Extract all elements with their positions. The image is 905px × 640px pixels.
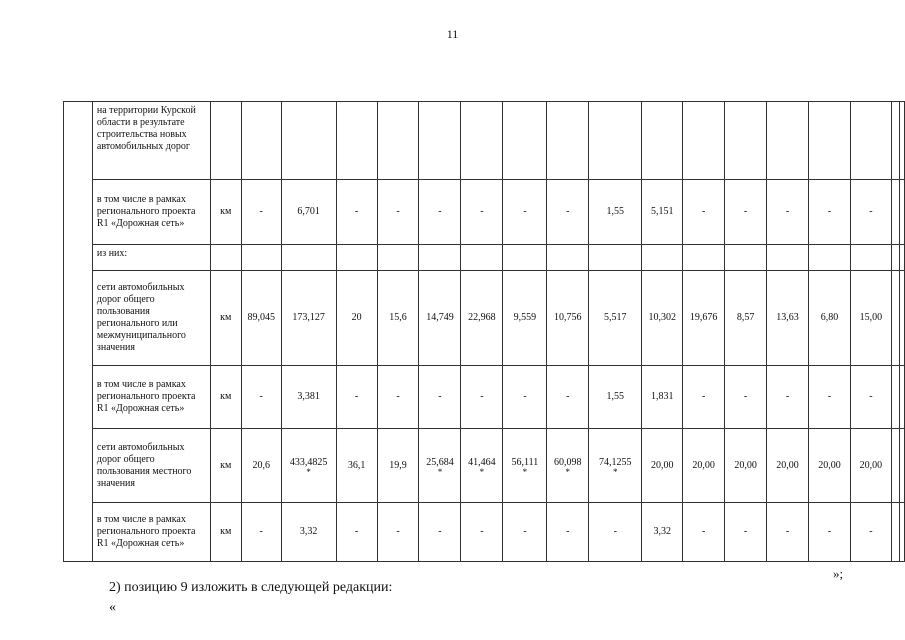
value-text: 10,302 xyxy=(648,312,676,323)
value-text: - xyxy=(869,391,873,402)
table-row xyxy=(64,180,905,245)
value-text: 41,464 xyxy=(468,456,496,468)
value-text: 3,381 xyxy=(297,391,320,402)
table-row xyxy=(64,245,905,271)
value-cell xyxy=(336,366,377,429)
edge-cell xyxy=(900,503,905,562)
table-row xyxy=(64,271,905,366)
value-cell xyxy=(683,503,725,562)
value-cell xyxy=(642,503,683,562)
table-row xyxy=(64,429,905,503)
value-text: - xyxy=(523,526,527,537)
value-cell xyxy=(336,102,377,180)
value-cell xyxy=(642,271,683,366)
footnote-star: * xyxy=(522,466,528,477)
value-cell xyxy=(589,429,642,503)
value-text: - xyxy=(523,206,527,217)
value-cell xyxy=(281,503,336,562)
value-cell xyxy=(241,503,281,562)
value-cell xyxy=(683,429,725,503)
value-cell xyxy=(377,366,419,429)
value-cell xyxy=(683,102,725,180)
row-number-cell xyxy=(64,271,93,366)
value-text: 15,6 xyxy=(389,312,407,323)
value-cell xyxy=(725,180,767,245)
value-text: - xyxy=(785,391,790,402)
value-cell xyxy=(891,180,899,245)
value-cell xyxy=(503,366,547,429)
value-cell xyxy=(589,245,642,271)
value-cell xyxy=(809,366,851,429)
value-text: - xyxy=(743,206,748,217)
value-text: 20,00 xyxy=(734,459,757,471)
unit-cell xyxy=(210,102,241,180)
table-row xyxy=(64,503,905,562)
value-cell xyxy=(461,271,503,366)
value-cell xyxy=(461,180,503,245)
value-cell xyxy=(281,271,336,366)
value-cell xyxy=(281,366,336,429)
value-text: 19,676 xyxy=(689,312,718,323)
value-text: 36,1 xyxy=(347,459,366,471)
value-cell xyxy=(767,429,809,503)
value-cell xyxy=(419,271,461,366)
value-text: - xyxy=(480,206,484,217)
value-cell xyxy=(377,271,419,366)
value-cell xyxy=(767,245,809,271)
value-cell xyxy=(589,503,642,562)
value-text: 56,111 xyxy=(511,456,539,468)
footnote-star: * xyxy=(437,466,443,477)
row-number-cell xyxy=(64,503,93,562)
value-cell xyxy=(241,245,281,271)
value-text: - xyxy=(785,206,790,217)
row-label: сети автомобильных дорог общего пользования регионального или межмуниципального значения xyxy=(92,271,210,366)
value-text: - xyxy=(785,526,790,537)
value-text: - xyxy=(701,206,706,217)
value-text: 14,749 xyxy=(426,312,454,323)
value-cell xyxy=(589,271,642,366)
value-text: 9,559 xyxy=(513,312,537,323)
edge-cell xyxy=(900,180,905,245)
value-cell xyxy=(281,429,336,503)
value-cell xyxy=(419,245,461,271)
value-cell xyxy=(377,503,419,562)
value-cell xyxy=(503,245,547,271)
value-cell xyxy=(589,366,642,429)
value-cell xyxy=(642,180,683,245)
value-cell xyxy=(419,180,461,245)
value-cell xyxy=(642,366,683,429)
row-label: в том числе в рамках регионального проекта R1 «Дорожная сеть» xyxy=(92,180,210,245)
value-cell xyxy=(891,102,899,180)
value-cell xyxy=(891,503,899,562)
value-text: 20,6 xyxy=(252,459,270,471)
value-cell xyxy=(419,102,461,180)
value-cell xyxy=(503,429,547,503)
value-text: 20 xyxy=(351,312,362,323)
unit-cell: км xyxy=(210,429,241,503)
value-text: - xyxy=(480,391,484,402)
value-cell xyxy=(683,180,725,245)
value-text: - xyxy=(396,526,400,537)
value-text: 433,4825 xyxy=(289,456,328,468)
row-label: на территории Курской области в результате строительства новых автомобильных дорог xyxy=(92,102,210,180)
row-number-cell xyxy=(64,366,93,429)
value-cell xyxy=(767,503,809,562)
value-cell xyxy=(281,245,336,271)
value-cell xyxy=(850,503,891,562)
value-text: - xyxy=(827,206,832,217)
value-cell xyxy=(461,102,503,180)
value-cell xyxy=(419,429,461,503)
value-text: 3,32 xyxy=(653,526,671,537)
value-text: 25,684 xyxy=(426,456,454,468)
value-cell xyxy=(241,102,281,180)
row-label: в том числе в рамках регионального проекта R1 «Дорожная сеть» xyxy=(92,366,210,429)
value-cell xyxy=(241,366,281,429)
value-cell xyxy=(683,366,725,429)
value-cell xyxy=(809,503,851,562)
value-text: 1,831 xyxy=(650,391,674,402)
value-text: 13,63 xyxy=(776,312,799,323)
row-number-cell xyxy=(64,429,93,503)
value-text: - xyxy=(701,391,706,402)
value-cell xyxy=(547,180,589,245)
value-cell xyxy=(725,429,767,503)
unit-cell: км xyxy=(210,503,241,562)
value-cell xyxy=(850,102,891,180)
value-cell xyxy=(241,271,281,366)
value-text: 74,1255 xyxy=(599,456,632,468)
edge-cell xyxy=(900,271,905,366)
value-cell xyxy=(241,180,281,245)
instruction-text: 2) позицию 9 изложить в следующей редакции: xyxy=(109,580,393,595)
value-text: 89,045 xyxy=(247,312,275,323)
value-text: - xyxy=(701,526,706,537)
value-cell xyxy=(503,180,547,245)
value-text: - xyxy=(438,206,442,217)
table-row xyxy=(64,366,905,429)
value-text: - xyxy=(396,206,400,217)
value-cell xyxy=(419,366,461,429)
value-cell xyxy=(725,245,767,271)
value-cell xyxy=(503,102,547,180)
value-cell xyxy=(547,245,589,271)
value-cell xyxy=(642,429,683,503)
row-number-cell xyxy=(64,245,93,271)
value-text: - xyxy=(523,391,527,402)
value-text: - xyxy=(438,391,442,402)
value-text: 15,00 xyxy=(859,312,883,323)
value-cell xyxy=(336,271,377,366)
value-cell xyxy=(850,429,891,503)
value-text: 173,127 xyxy=(292,312,325,323)
page-number: 11 xyxy=(446,27,459,41)
value-cell xyxy=(891,271,899,366)
value-cell xyxy=(377,102,419,180)
value-cell xyxy=(503,271,547,366)
table-row xyxy=(64,102,905,180)
value-cell xyxy=(589,102,642,180)
value-cell xyxy=(891,245,899,271)
value-cell xyxy=(725,366,767,429)
value-cell xyxy=(850,366,891,429)
value-cell xyxy=(547,503,589,562)
value-text: - xyxy=(259,391,263,402)
value-text: - xyxy=(743,391,748,402)
value-text: - xyxy=(869,206,873,217)
value-cell xyxy=(891,366,899,429)
value-cell xyxy=(461,245,503,271)
value-text: - xyxy=(566,206,570,217)
value-cell xyxy=(809,271,851,366)
value-text: - xyxy=(869,526,873,537)
value-cell xyxy=(767,271,809,366)
value-text: - xyxy=(438,526,442,537)
unit-cell: км xyxy=(210,180,241,245)
value-cell xyxy=(767,102,809,180)
value-text: - xyxy=(827,391,832,402)
value-cell xyxy=(850,180,891,245)
value-cell xyxy=(642,102,683,180)
value-text: 6,701 xyxy=(297,206,320,217)
footnote-star: * xyxy=(613,466,618,477)
value-text: - xyxy=(354,391,359,402)
value-cell xyxy=(503,503,547,562)
footnote-star: * xyxy=(565,466,571,477)
value-cell xyxy=(725,503,767,562)
value-text: - xyxy=(566,526,570,537)
value-text: 22,968 xyxy=(468,312,496,323)
value-cell xyxy=(891,429,899,503)
value-cell xyxy=(809,429,851,503)
value-cell xyxy=(850,245,891,271)
value-cell xyxy=(767,180,809,245)
value-cell xyxy=(725,271,767,366)
value-text: - xyxy=(396,391,400,402)
value-cell xyxy=(850,271,891,366)
row-label: сети автомобильных дорог общего пользования местного значения xyxy=(92,429,210,503)
value-text: 5,151 xyxy=(650,206,674,217)
unit-cell xyxy=(210,245,241,271)
edge-cell xyxy=(900,366,905,429)
value-cell xyxy=(377,180,419,245)
opening-quote: « xyxy=(109,600,116,615)
value-cell xyxy=(809,245,851,271)
value-text: - xyxy=(827,526,832,537)
value-text: 20,00 xyxy=(692,459,715,471)
value-cell xyxy=(809,180,851,245)
value-text: - xyxy=(259,206,263,217)
value-cell xyxy=(767,366,809,429)
value-cell xyxy=(547,271,589,366)
row-number-cell xyxy=(64,102,93,180)
value-cell xyxy=(461,366,503,429)
value-text: 10,756 xyxy=(554,312,582,323)
value-text: - xyxy=(480,526,484,537)
value-text: 60,098 xyxy=(554,456,582,468)
value-text: 6,80 xyxy=(820,312,839,323)
unit-cell: км xyxy=(210,271,241,366)
value-cell xyxy=(281,180,336,245)
value-cell xyxy=(642,245,683,271)
value-text: 5,517 xyxy=(604,312,627,323)
value-text: - xyxy=(743,526,748,537)
value-cell xyxy=(336,245,377,271)
value-cell xyxy=(241,429,281,503)
indicators-table xyxy=(63,101,905,562)
value-text: 20,00 xyxy=(650,459,674,471)
value-cell xyxy=(336,429,377,503)
edge-cell xyxy=(900,245,905,271)
value-text: - xyxy=(354,206,359,217)
value-text: 20,00 xyxy=(859,459,883,471)
value-text: 8,57 xyxy=(736,312,755,323)
value-text: 1,55 xyxy=(606,206,624,217)
row-label: из них: xyxy=(92,245,210,271)
value-cell xyxy=(683,271,725,366)
value-cell xyxy=(547,102,589,180)
value-text: 1,55 xyxy=(606,391,624,402)
value-cell xyxy=(377,429,419,503)
value-text: - xyxy=(566,391,570,402)
value-cell xyxy=(336,180,377,245)
value-cell xyxy=(461,429,503,503)
value-cell xyxy=(725,102,767,180)
value-cell xyxy=(589,180,642,245)
row-label: в том числе в рамках регионального проекта R1 «Дорожная сеть» xyxy=(92,503,210,562)
value-cell xyxy=(683,245,725,271)
value-text: - xyxy=(259,526,263,537)
footnote-star: * xyxy=(479,466,485,477)
value-text: 20,00 xyxy=(776,459,799,471)
value-text: 3,32 xyxy=(299,526,318,537)
value-text: 20,00 xyxy=(818,459,841,471)
value-cell xyxy=(281,102,336,180)
value-text: - xyxy=(354,526,359,537)
value-cell xyxy=(377,245,419,271)
footnote-star: * xyxy=(306,466,311,477)
edge-cell xyxy=(900,429,905,503)
value-text: 19,9 xyxy=(389,459,407,471)
value-cell xyxy=(461,503,503,562)
value-cell xyxy=(419,503,461,562)
value-cell xyxy=(336,503,377,562)
value-cell xyxy=(547,429,589,503)
unit-cell: км xyxy=(210,366,241,429)
value-cell xyxy=(809,102,851,180)
row-number-cell xyxy=(64,180,93,245)
edge-cell xyxy=(900,102,905,180)
value-text: - xyxy=(613,526,617,537)
value-cell xyxy=(547,366,589,429)
closing-quote: »; xyxy=(833,566,844,581)
